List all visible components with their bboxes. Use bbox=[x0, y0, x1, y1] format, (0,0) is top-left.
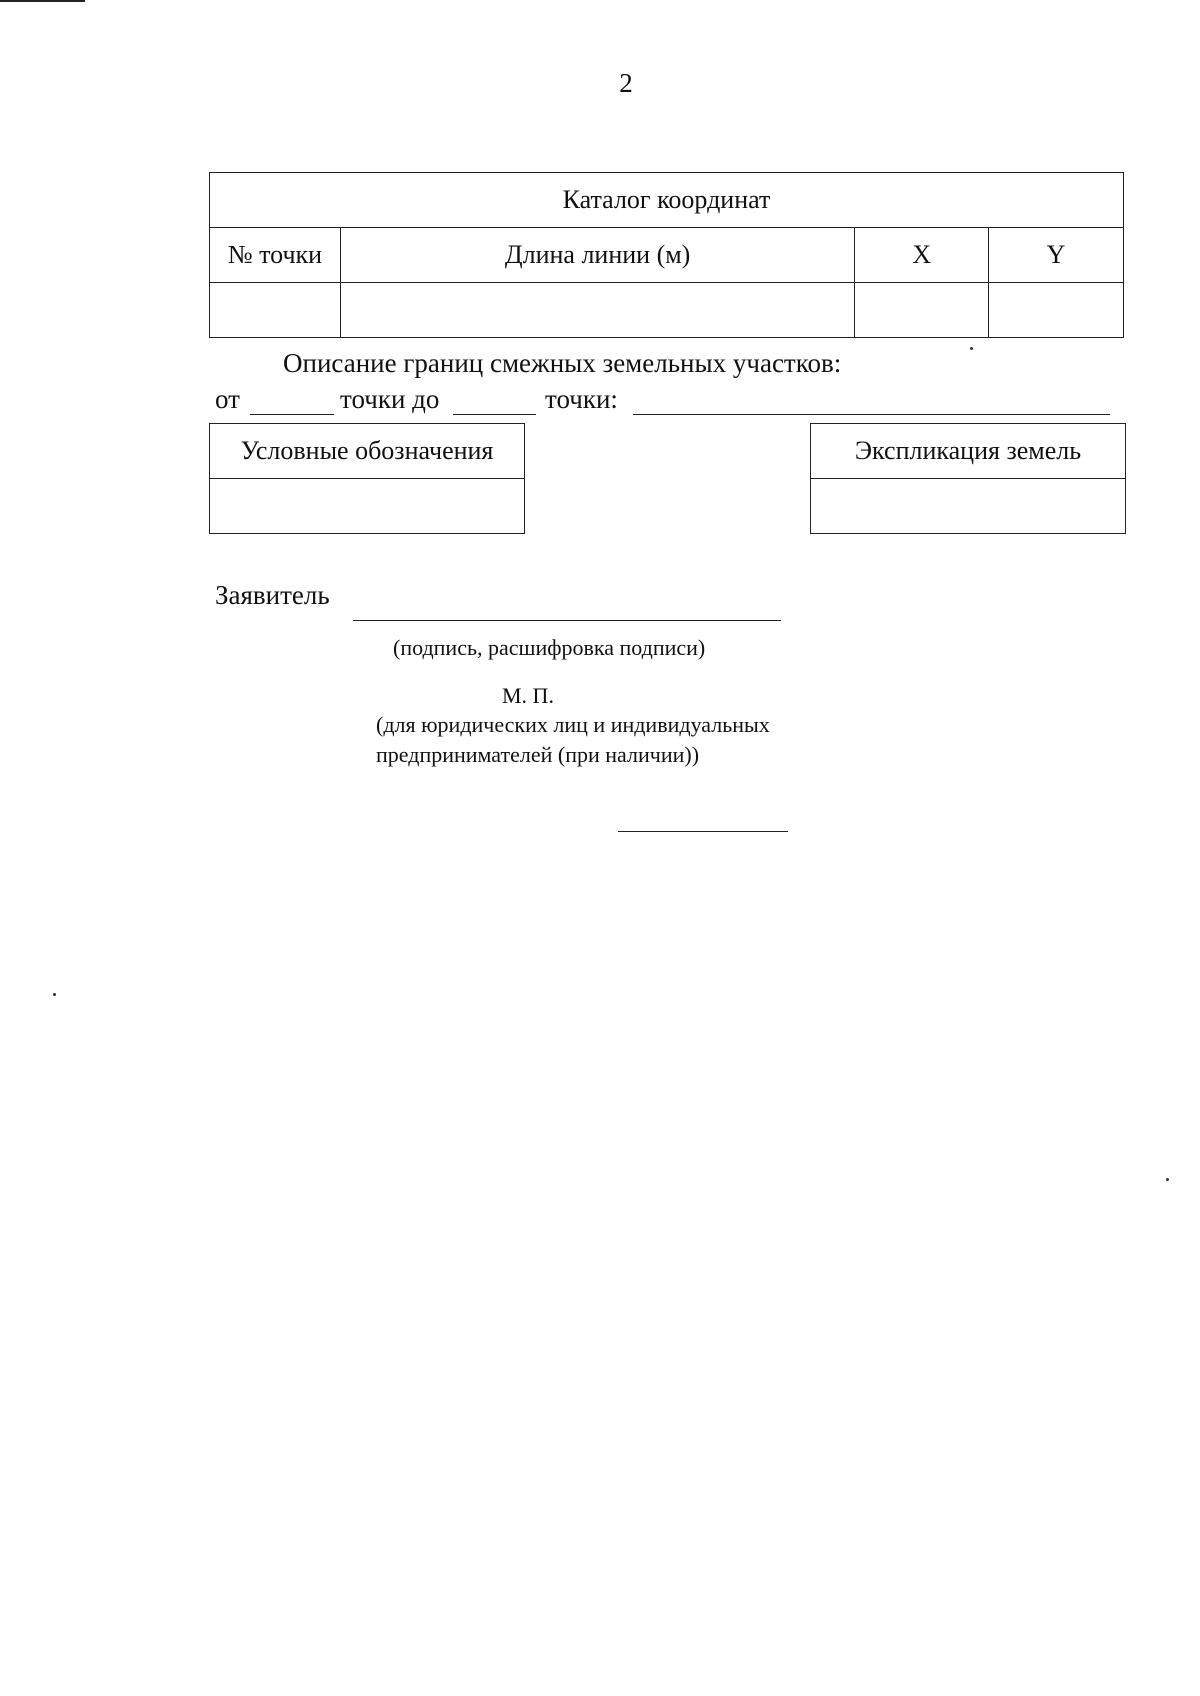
scan-speck bbox=[53, 993, 56, 996]
column-header-y: Y bbox=[989, 228, 1124, 283]
end-divider bbox=[618, 831, 788, 832]
stamp-note-line-2: предпринимателей (при наличии)) bbox=[376, 742, 700, 767]
legend-box-content[interactable] bbox=[210, 479, 524, 534]
boundaries-from-to-line bbox=[215, 384, 1115, 418]
legend-box bbox=[209, 423, 525, 534]
cell-line-length[interactable] bbox=[340, 283, 854, 338]
from-point-field[interactable] bbox=[250, 384, 334, 415]
cell-x[interactable] bbox=[855, 283, 989, 338]
to-label: точки до bbox=[340, 384, 440, 414]
boundary-description-field[interactable] bbox=[633, 384, 1110, 415]
scan-speck bbox=[1166, 1178, 1169, 1181]
top-rule bbox=[0, 0, 85, 2]
catalog-title: Каталог координат bbox=[210, 173, 1124, 228]
stamp-note-line-1: (для юридических лиц и индивидуальных bbox=[376, 712, 770, 737]
applicant-label: Заявитель bbox=[215, 580, 330, 610]
cell-point-number[interactable] bbox=[210, 283, 341, 338]
stamp-place-label: М. П. bbox=[502, 683, 554, 708]
column-header-x: X bbox=[855, 228, 989, 283]
page-number: 2 bbox=[619, 68, 633, 98]
column-header-point-number: № точки bbox=[210, 228, 341, 283]
to-point-field[interactable] bbox=[453, 384, 536, 415]
signature-caption: (подпись, расшифровка подписи) bbox=[393, 635, 706, 660]
column-header-line-length: Длина линии (м) bbox=[340, 228, 854, 283]
points-label: точки: bbox=[545, 384, 618, 414]
explication-box-content[interactable] bbox=[811, 479, 1125, 534]
signature-line[interactable] bbox=[353, 620, 781, 621]
cell-y[interactable] bbox=[989, 283, 1124, 338]
explication-box-title: Экспликация земель bbox=[811, 424, 1125, 479]
legend-box-title: Условные обозначения bbox=[210, 424, 524, 479]
from-label: от bbox=[215, 384, 240, 414]
coordinates-catalog-table bbox=[209, 172, 1124, 338]
scan-speck bbox=[970, 347, 973, 350]
boundaries-heading: Описание границ смежных земельных участков: bbox=[283, 348, 842, 378]
explication-box bbox=[810, 423, 1126, 534]
table-row bbox=[210, 283, 1124, 338]
